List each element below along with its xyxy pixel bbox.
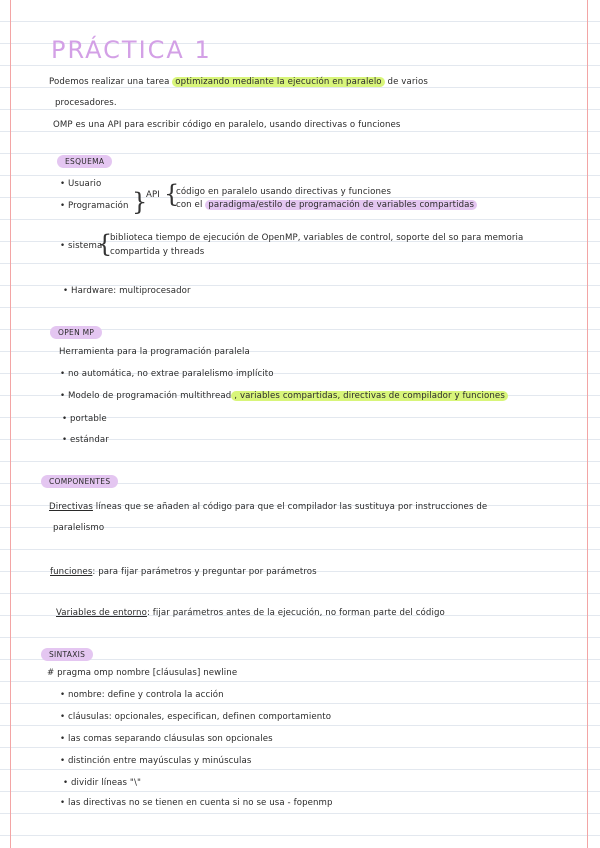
- sintaxis-line-1: # pragma omp nombre [cláusulas] newline: [47, 668, 238, 678]
- sintaxis-item-6: • las directivas no se tienen en cuenta si no se usa - fopenmp: [60, 798, 333, 808]
- esquema-sistema-line-2: compartida y threads: [110, 247, 205, 257]
- intro-highlight: optimizando mediante la ejecución en paralelo: [172, 77, 384, 87]
- sintaxis-item-5: • dividir líneas "\": [63, 778, 142, 788]
- esquema-api-line-2-start: con el: [176, 200, 203, 210]
- section-tag-sintaxis: SINTAXIS: [41, 648, 93, 661]
- brace-icon: {: [97, 230, 113, 258]
- variables-text: : fijar parámetros antes de la ejecución, no forman parte del código: [146, 608, 445, 618]
- openmp-line-4: • portable: [62, 414, 107, 424]
- intro-line-3: OMP es una API para escribir código en paralelo, usando directivas o funciones: [53, 120, 401, 130]
- esquema-usuario: • Usuario: [60, 179, 102, 189]
- sintaxis-item-2: • cláusulas: opcionales, especifican, definen comportamiento: [60, 712, 332, 722]
- directivas-text: líneas que se añaden al código para que el compilador las sustituya por instrucciones de: [95, 502, 488, 512]
- variables-label: Variables de entorno: [56, 608, 147, 618]
- esquema-api-highlight: paradigma/estilo de programación de variables compartidas: [205, 200, 477, 210]
- openmp-highlight: , variables compartidas, directivas de compilador y funciones: [231, 391, 508, 401]
- esquema-api-label: API: [146, 190, 160, 200]
- brace-icon: {: [164, 180, 180, 208]
- page-title: PRÁCTICA 1: [51, 36, 212, 64]
- componentes-variables: [56, 607, 445, 619]
- sintaxis-item-1: • nombre: define y controla la acción: [60, 690, 224, 700]
- intro-line-2: procesadores.: [55, 98, 117, 108]
- directivas-label: Directivas: [49, 502, 93, 512]
- componentes-funciones: [50, 566, 317, 578]
- sintaxis-item-4: • distinción entre mayúsculas y minúsculas: [60, 756, 252, 766]
- openmp-line-3: [60, 390, 508, 402]
- esquema-hardware: • Hardware: multiprocesador: [63, 286, 191, 296]
- openmp-line-5: • estándar: [62, 435, 109, 445]
- funciones-label: funciones: [50, 567, 93, 577]
- intro-line-1-start: Podemos realizar una tarea: [49, 77, 170, 87]
- notebook-margin-left: [10, 0, 11, 848]
- intro-line-1-end: de varios: [387, 77, 428, 87]
- componentes-directivas: [49, 501, 487, 513]
- intro-line-1: [49, 76, 428, 88]
- section-tag-componentes: COMPONENTES: [41, 475, 118, 488]
- esquema-api-line-2: [176, 199, 477, 211]
- section-tag-esquema: ESQUEMA: [57, 155, 112, 168]
- openmp-line-3-start: • Modelo de programación multithread: [60, 391, 232, 401]
- directivas-line-2: paralelismo: [53, 523, 105, 533]
- brace-icon: }: [132, 188, 148, 216]
- esquema-api-line-1: código en paralelo usando directivas y funciones: [176, 187, 392, 197]
- funciones-text: : para fijar parámetros y preguntar por parámetros: [92, 567, 317, 577]
- notebook-margin-right: [587, 0, 588, 848]
- sintaxis-item-3: • las comas separando cláusulas son opcionales: [60, 734, 273, 744]
- openmp-line-1: Herramienta para la programación paralela: [59, 347, 250, 357]
- esquema-programacion: • Programación: [60, 201, 129, 211]
- section-tag-openmp: OPEN MP: [50, 326, 102, 339]
- openmp-line-2: • no automática, no extrae paralelismo implícito: [60, 369, 274, 379]
- esquema-sistema-line-1: biblioteca tiempo de ejecución de OpenMP, variables de control, soporte del so para memoria: [110, 233, 524, 243]
- esquema-sistema: • sistema: [60, 241, 103, 251]
